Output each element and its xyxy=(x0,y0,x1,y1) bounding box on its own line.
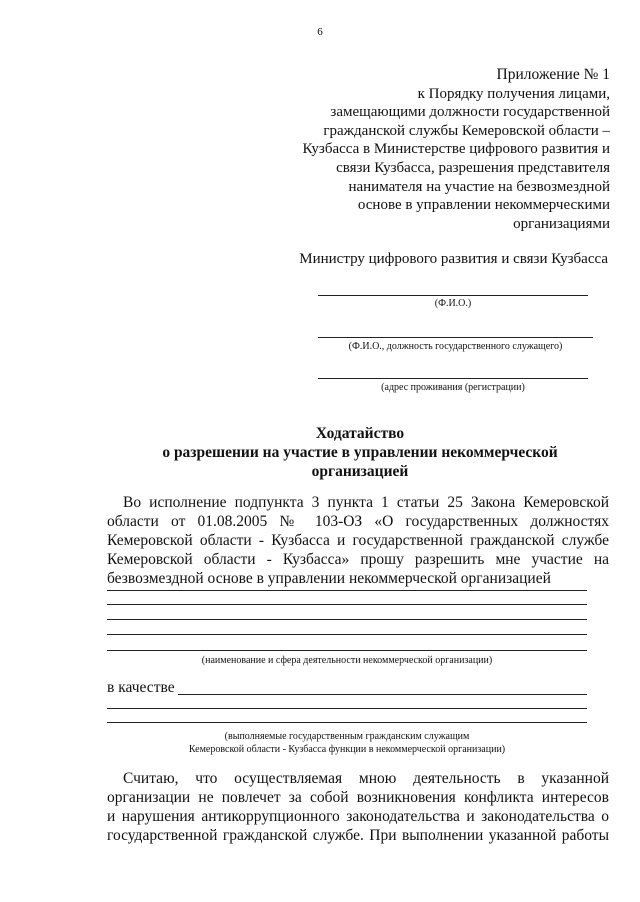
address-caption: (адрес проживания (регистрации) xyxy=(381,382,525,393)
fio-position-line[interactable] xyxy=(318,337,593,338)
in-capacity-label: в качестве xyxy=(107,679,175,696)
body-line: Кемеровской области - Кузбасса и государственной гражданской службе xyxy=(107,532,609,549)
org-fill-line[interactable] xyxy=(107,650,587,651)
annex-line: основе в управлении некоммерческими xyxy=(357,197,610,214)
org-fill-line[interactable] xyxy=(107,619,587,620)
closing-line: организации не повлечет за собой возникновения конфликта интересов xyxy=(107,789,609,806)
closing-line: Считаю, что осуществляемая мною деятельность в указанной xyxy=(123,770,609,787)
closing-line: государственной гражданской службе. При выполнении указанной работы xyxy=(107,827,609,844)
annex-line: организациями xyxy=(513,215,610,232)
annex-line: Кузбасса в Министерстве цифрового развития и xyxy=(302,141,610,158)
org-fill-line[interactable] xyxy=(107,590,587,591)
address-line[interactable] xyxy=(318,378,588,379)
body-line: Во исполнение подпункта 3 пункта 1 статьи 25 Закона Кемеровской xyxy=(123,494,609,511)
body-line: безвозмездной основе в управлении некоммерческой организацией xyxy=(107,570,551,587)
annex-line: гражданской службы Кемеровской области – xyxy=(323,122,610,139)
closing-line: и нарушения антикоррупционного законодательства и законодательства о xyxy=(107,808,609,825)
annex-title: Приложение № 1 xyxy=(496,66,610,83)
heading-subtitle: о разрешении на участие в управлении некоммерческой xyxy=(162,444,558,461)
page-number: 6 xyxy=(317,26,323,38)
org-fill-line[interactable] xyxy=(107,604,587,605)
capacity-fill-line[interactable] xyxy=(107,722,587,723)
org-caption: (наименование и сфера деятельности некоммерческой организации) xyxy=(201,655,493,666)
body-line: Кемеровской области - Кузбасса» прошу разрешить мне участие на xyxy=(107,551,609,568)
capacity-fill-line[interactable] xyxy=(178,694,587,695)
closing-paragraph xyxy=(107,769,609,845)
heading-subtitle-2: организацией xyxy=(311,463,409,480)
annex-line: нанимателя на участие на безвозмездной xyxy=(348,178,610,195)
capacity-fill-line[interactable] xyxy=(107,708,587,709)
annex-line: связи Кузбасса, разрешения представителя xyxy=(336,159,610,176)
function-caption-line: (выполняемые государственным гражданским служащим xyxy=(224,731,470,742)
function-caption-line: Кемеровской области - Кузбасса функции в некоммерческой организации) xyxy=(188,744,506,755)
annex-block xyxy=(270,66,610,233)
org-fill-line[interactable] xyxy=(107,634,587,635)
fio-line[interactable] xyxy=(318,295,588,296)
document-heading xyxy=(100,424,620,481)
body-line: области от 01.08.2005 № 103-ОЗ «О государственных должностях xyxy=(107,513,609,530)
heading-title: Ходатайство xyxy=(315,425,405,442)
fio-position-caption: (Ф.И.О., должность государственного служащего) xyxy=(348,341,563,352)
fio-caption: (Ф.И.О.) xyxy=(434,298,472,309)
annex-line: к Порядку получения лицами, xyxy=(417,85,610,102)
addressee: Министру цифрового развития и связи Кузбасса xyxy=(299,251,608,267)
annex-line: замещающими должности государственной xyxy=(330,104,610,121)
function-caption xyxy=(107,730,587,756)
body-paragraph xyxy=(107,493,609,588)
